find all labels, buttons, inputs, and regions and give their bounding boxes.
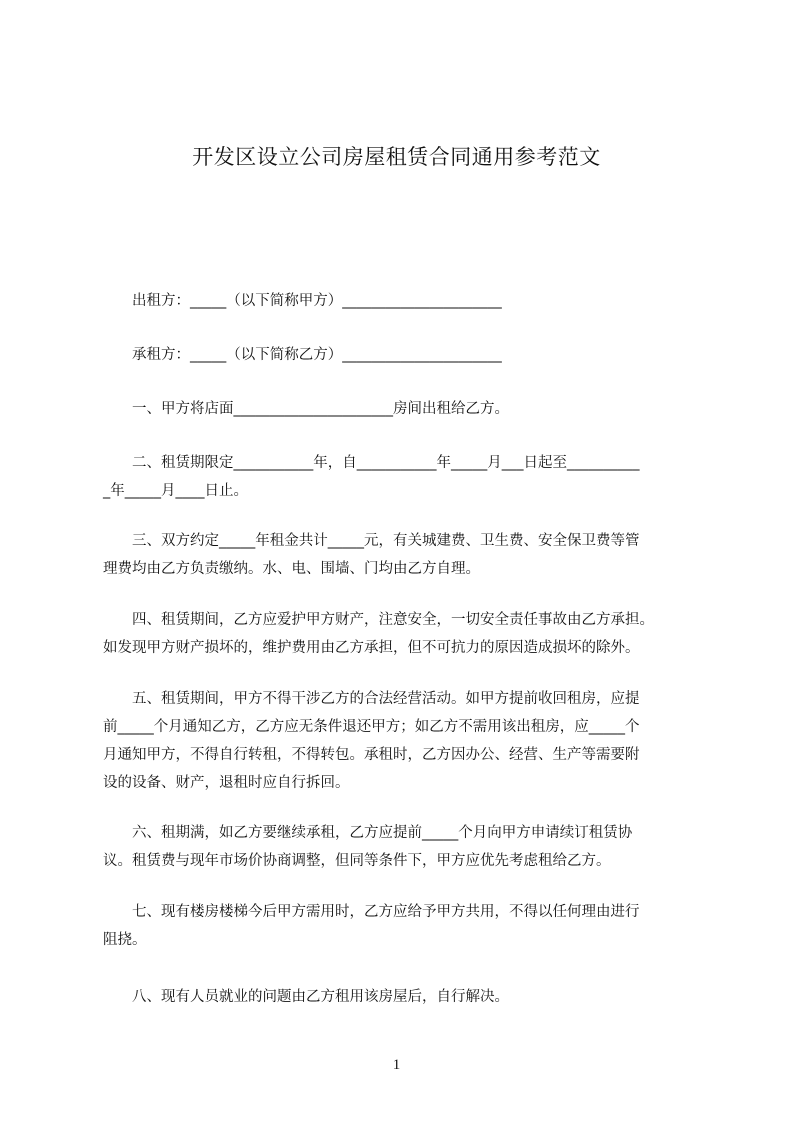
paragraph-clause-3 [103,527,706,583]
paragraph-line: 如发现甲方财产损坏的，维护费用由乙方承担，但不可抗力的原因造成损坏的除外。 [103,640,640,656]
paragraph-line: 六、租期满，如乙方要继续承租，乙方应提前_____个月向甲方申请续订租赁协 [103,825,633,841]
paragraph-lessee [103,341,706,369]
paragraph-line: 七、现有楼房楼梯今后甲方需用时，乙方应给予甲方共用，不得以任何理由进行 [103,904,640,920]
paragraph-clause-6 [103,819,706,875]
paragraph-line: 五、租赁期间，甲方不得干涉乙方的合法经营活动。如甲方提前收回租房，应提 [103,691,640,707]
paragraph-line: 议。租赁费与现年市场价协商调整，但同等条件下，甲方应优先考虑租给乙方。 [103,853,611,869]
paragraph-clause-7 [103,898,706,954]
document-title: 开发区设立公司房屋租赁合同通用参考范文 [192,145,601,169]
paragraph-line: _年_____月____日止。 [103,483,248,499]
paragraph-line: 二、租赁期限定___________年，自___________年_____月___日起至__________ [103,455,640,471]
paragraph-line: 出租方：_____（以下简称甲方）______________________ [103,293,502,309]
paragraph-line: 月通知甲方，不得自行转租，不得转包。承租时，乙方因办公、经营、生产等需要附 [103,747,640,763]
paragraph-line: 阻挠。 [103,932,147,948]
paragraph-line: 八、现有人员就业的问题由乙方租用该房屋后，自行解决。 [103,989,509,1005]
paragraph-clause-2 [103,449,706,505]
paragraph-line: 前_____个月通知乙方，乙方应无条件退还甲方；如乙方不需用该出租房，应_____个 [103,719,640,735]
paragraph-line: 三、双方约定_____年租金共计_____元，有关城建费、卫生费、安全保卫费等管 [103,533,640,549]
paragraph-line: 四、租赁期间，乙方应爱护甲方财产，注意安全，一切安全责任事故由乙方承担。 [103,612,654,628]
paragraph-line: 承租方：_____（以下简称乙方）______________________ [103,347,502,363]
paragraph-clause-1 [103,395,706,423]
paragraph-clause-8 [103,983,706,1011]
paragraph-line: 理费均由乙方负责缴纳。水、电、围墙、门均由乙方自理。 [103,561,480,577]
paragraph-line: 一、甲方将店面______________________房间出租给乙方。 [103,401,509,417]
paragraph-line: 设的设备、财产，退租时应自行拆回。 [103,775,350,791]
page-number: 1 [392,1057,401,1073]
paragraph-clause-5 [103,685,706,797]
paragraph-lessor [103,287,706,315]
paragraph-clause-4 [103,606,706,662]
